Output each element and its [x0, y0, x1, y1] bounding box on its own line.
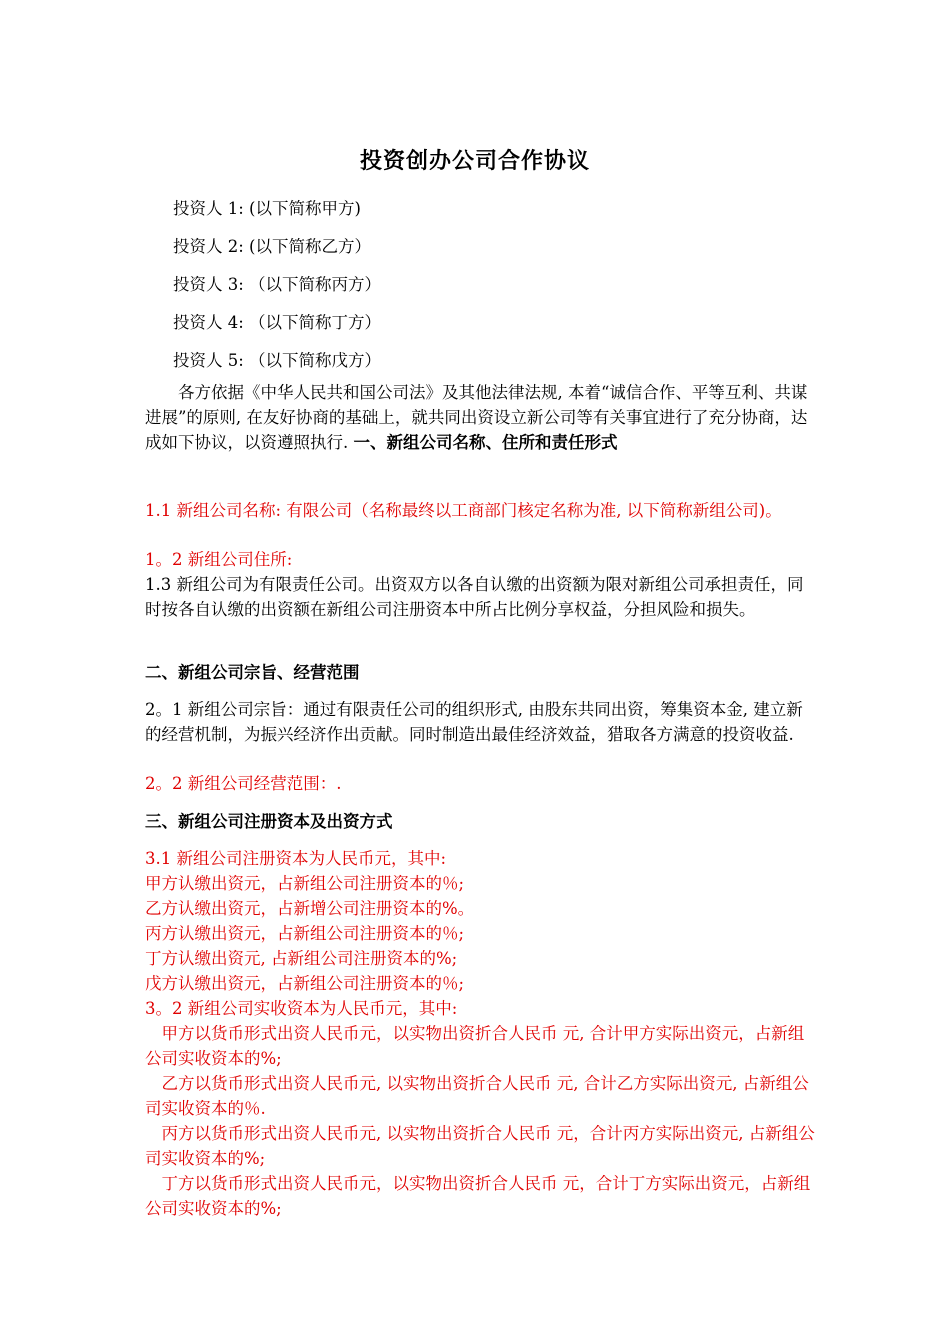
investor-1: 投资人 1: (以下简称甲方) — [173, 199, 361, 218]
investor-3: 投资人 3: （以下简称丙方） — [173, 275, 382, 294]
section-3-heading: 三、新组公司注册资本及出资方式 — [145, 812, 393, 831]
s3-line-3: 乙方认缴出资元，占新增公司注册资本的%。 — [145, 899, 475, 918]
section-3-capital — [145, 846, 815, 1221]
section-2-heading: 二、新组公司宗旨、经营范围 — [145, 663, 360, 682]
s1-p2: 1。2 新组公司住所: — [145, 550, 293, 569]
s2-p2: 2。2 新组公司经营范围：. — [145, 774, 342, 793]
section-1-heading: 一、新组公司名称、住所和责任形式 — [353, 433, 618, 452]
investor-5: 投资人 5: （以下简称戊方） — [173, 351, 382, 370]
document-title: 投资创办公司合作协议 — [359, 148, 590, 174]
section-1-item-2 — [145, 547, 815, 572]
s3-line-2: 甲方认缴出资元，占新组公司注册资本的％; — [145, 874, 465, 893]
intro-paragraph — [145, 380, 815, 455]
section-1-item-3 — [145, 572, 815, 622]
s3-line-4: 丙方认缴出资元，占新组公司注册资本的％; — [145, 924, 465, 943]
section-2-item-2 — [145, 771, 815, 796]
s3-paid-3: 丙方以货币形式出资人民币元, 以实物出资折合人民币 元，合计丙方实际出资元, 占新组公司实收资本的%; — [145, 1124, 815, 1168]
section-1-item-1 — [145, 498, 815, 523]
s1-p1: 1.1 新组公司名称: 有限公司（名称最终以工商部门核定名称为准, 以下简称新组公司)。 — [145, 501, 782, 520]
investor-list — [173, 196, 813, 386]
s3-paid-4: 丁方以货币形式出资人民币元，以实物出资折合人民币 元，合计丁方实际出资元，占新组公司实收资本的%; — [145, 1174, 811, 1218]
investor-4: 投资人 4: （以下简称丁方） — [173, 313, 382, 332]
intro-text: 各方依据《中华人民共和国公司法》及其他法律法规, 本着“诚信合作、平等互利、共谋进展”的原则, 在友好协商的基础上，就共同出资设立新公司等有关事宜进行了充分协商，达成如下协议，以资遵照执行. — [145, 383, 808, 452]
s3-line-5: 丁方认缴出资元, 占新组公司注册资本的%; — [145, 949, 458, 968]
s3-line-7: 3。2 新组公司实收资本为人民币元，其中: — [145, 999, 458, 1018]
s3-paid-2: 乙方以货币形式出资人民币元, 以实物出资折合人民币 元, 合计乙方实际出资元, 占新组公司实收资本的％. — [145, 1074, 809, 1118]
s1-p3: 1.3 新组公司为有限责任公司。出资双方以各自认缴的出资额为限对新组公司承担责任，同时按各自认缴的出资额在新组公司注册资本中所占比例分享权益，分担风险和损失。 — [145, 575, 804, 619]
s3-paid-1: 甲方以货币形式出资人民币元，以实物出资折合人民币 元, 合计甲方实际出资元，占新组公司实收资本的%; — [145, 1024, 805, 1068]
s3-line-6: 戊方认缴出资元，占新组公司注册资本的％; — [145, 974, 465, 993]
s3-line-1: 3.1 新组公司注册资本为人民币元，其中: — [145, 849, 447, 868]
investor-2: 投资人 2: (以下简称乙方） — [173, 237, 371, 256]
section-2-item-1 — [145, 697, 815, 747]
s2-p1: 2。1 新组公司宗旨：通过有限责任公司的组织形式, 由股东共同出资，筹集资本金, 建立新的经营机制，为振兴经济作出贡献。同时制造出最佳经济效益，猎取各方满意的投资收益. — [145, 700, 803, 744]
